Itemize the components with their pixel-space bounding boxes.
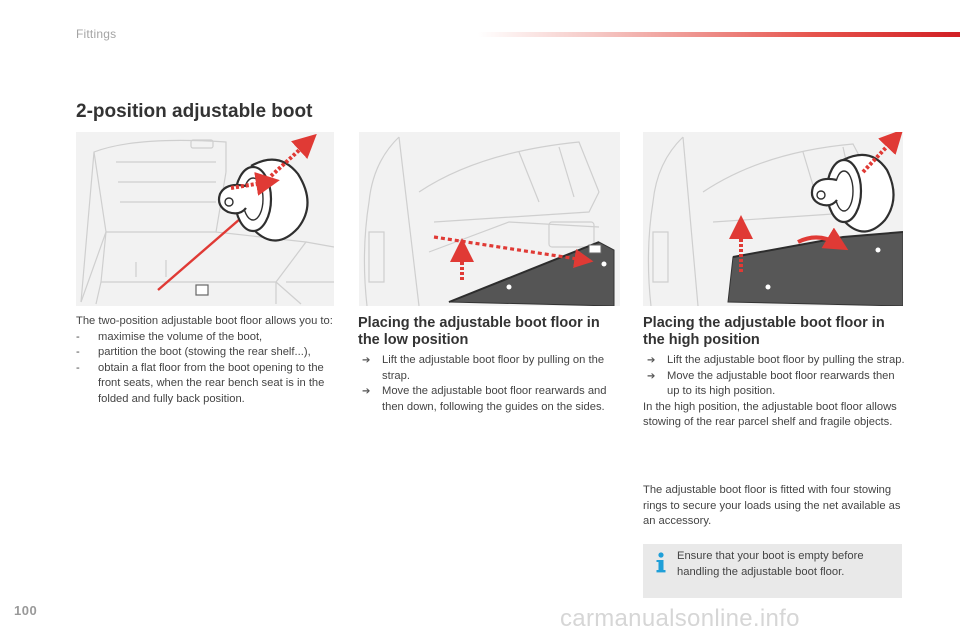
dash-bullet: - bbox=[76, 346, 80, 359]
intro-list bbox=[76, 330, 338, 408]
step-arrow-icon: ➔ bbox=[647, 370, 656, 382]
list-item-text: maximise the volume of the boot, bbox=[98, 330, 263, 343]
step-arrow-icon: ➔ bbox=[362, 355, 371, 366]
step-text: Move the adjustable boot floor rearwards then up to its high position. bbox=[667, 369, 895, 398]
step-item bbox=[643, 369, 905, 400]
info-text: Ensure that your boot is empty before handling the adjustable boot floor. bbox=[677, 550, 864, 578]
high-position-note: In the high position, the adjustable boot floor allows stowing of the rear parcel shelf and fragile objects. bbox=[643, 400, 897, 429]
info-box bbox=[643, 544, 902, 598]
list-item bbox=[76, 345, 338, 361]
low-position-steps bbox=[358, 353, 620, 415]
dash-bullet: - bbox=[76, 361, 80, 374]
watermark: carmanualsonline.info bbox=[560, 605, 800, 632]
step-text: Lift the adjustable boot floor by pulling on the strap. bbox=[382, 354, 605, 382]
low-position-heading: Placing the adjustable boot floor in the low position bbox=[358, 315, 600, 348]
list-item bbox=[76, 361, 338, 408]
step-arrow-icon: ➔ bbox=[362, 386, 371, 398]
step-item bbox=[358, 384, 620, 415]
stowing-rings-note bbox=[643, 483, 905, 530]
step-arrow-icon: ➔ bbox=[647, 355, 656, 366]
step-item bbox=[643, 353, 905, 369]
high-position-steps bbox=[643, 353, 905, 431]
step-text: Move the adjustable boot floor rearwards and then down, following the guides on the sides. bbox=[382, 385, 607, 413]
header-accent-bar bbox=[478, 32, 960, 37]
low-position-illustration bbox=[359, 132, 620, 306]
page-title: 2-position adjustable boot bbox=[76, 101, 313, 122]
info-icon bbox=[655, 552, 667, 574]
step-text: Lift the adjustable boot floor by pulling the strap. bbox=[667, 354, 905, 366]
high-position-illustration bbox=[643, 132, 903, 306]
boot-overview-illustration bbox=[76, 132, 334, 306]
page-number: 100 bbox=[14, 603, 38, 618]
high-position-heading: Placing the adjustable boot floor in the high position bbox=[643, 315, 885, 348]
intro-text-block bbox=[76, 314, 338, 408]
section-label: Fittings bbox=[76, 27, 117, 41]
list-item-text: obtain a flat floor from the boot opening to the front seats, when the rear bench seat is in the folded and fully back position. bbox=[98, 361, 325, 405]
list-item bbox=[76, 330, 338, 346]
dash-bullet: - bbox=[76, 330, 80, 343]
step-item bbox=[358, 353, 620, 384]
intro-lead: The two-position adjustable boot floor allows you to: bbox=[76, 315, 333, 327]
stowing-rings-text: The adjustable boot floor is fitted with four stowing rings to secure your loads using the net available as an accessory. bbox=[643, 484, 901, 528]
list-item-text: partition the boot (stowing the rear shelf...), bbox=[98, 346, 311, 359]
